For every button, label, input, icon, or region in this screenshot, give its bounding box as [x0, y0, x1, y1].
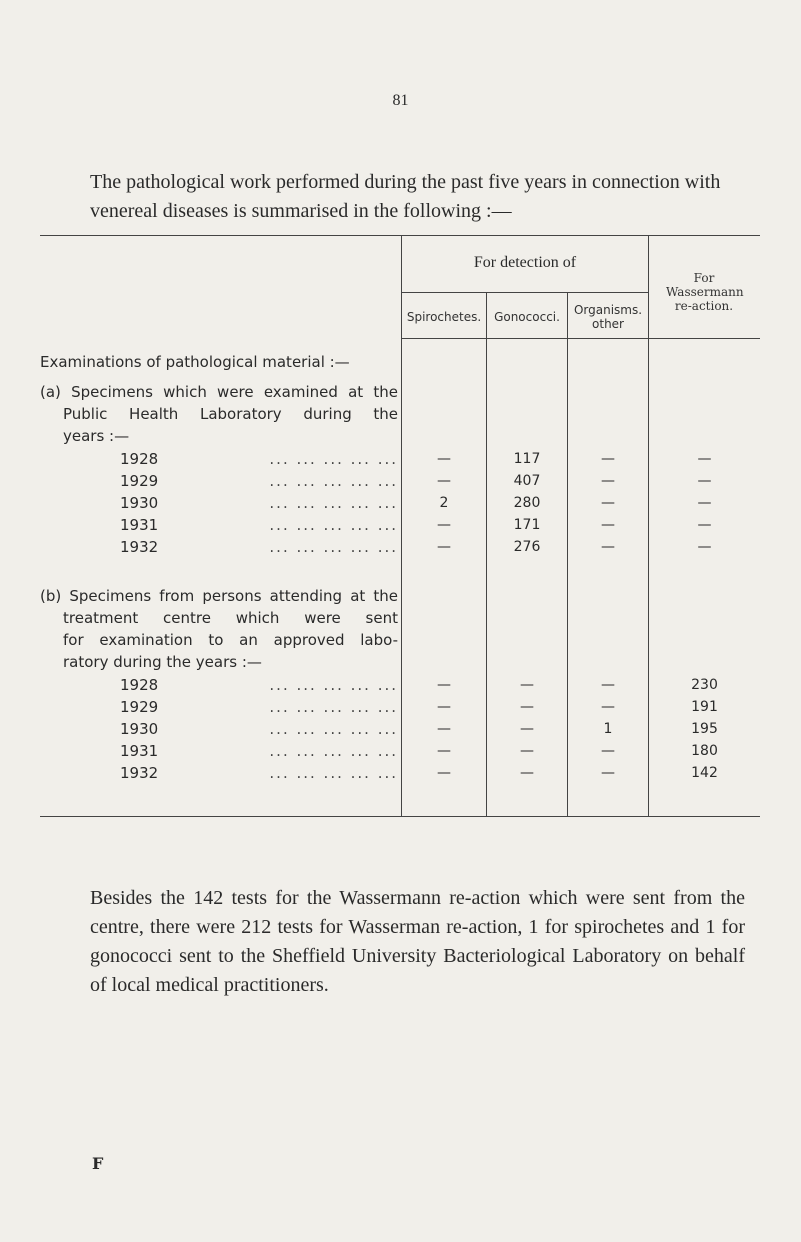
cell-spirochetes: — [437, 699, 451, 715]
leader-dots: ... ... ... ... ... [269, 720, 398, 738]
table-row [120, 720, 398, 740]
leader-dots: ... ... ... ... ... [269, 538, 398, 556]
leader-dots: ... ... ... ... ... [269, 698, 398, 716]
footer-signature-letter: F [92, 1154, 104, 1173]
group-header: For detection of [473, 254, 577, 271]
cell-gonococci: — [520, 765, 534, 781]
cell-organisms: — [601, 495, 615, 511]
row-year: 1931 [120, 742, 159, 760]
intro-line-1: The pathological work performed during the past five years in connection with [90, 171, 721, 193]
cell-spirochetes: — [437, 677, 451, 693]
cell-organisms: — [601, 743, 615, 759]
cell-wassermann: — [697, 539, 712, 555]
section-b-line-2: treatment centre which were sent [63, 609, 398, 627]
leader-dots: ... ... ... ... ... [269, 516, 398, 534]
row-year: 1930 [120, 494, 159, 512]
col-header-spirochetes: Spirochetes. [406, 310, 482, 324]
closing-paragraph: Besides the 142 tests for the Wassermann re-action which were sent from the centre, there were 212 tests for Wasserman re-action, 1 for spirochetes and 1 for gonococci sent to the Sheffield University Bacteriological Laboratory on behalf of local medical practitioners. [90, 887, 745, 996]
row-year: 1929 [120, 698, 159, 716]
row-year: 1932 [120, 764, 159, 782]
cell-wassermann: — [697, 517, 712, 533]
cell-wassermann: — [697, 495, 712, 511]
cell-organisms: — [601, 473, 615, 489]
section-b-line-4: ratory during the years :— [63, 653, 262, 671]
table-bottom-rule [40, 816, 760, 817]
table-row [120, 676, 398, 696]
table-row [120, 472, 398, 492]
cell-gonococci: — [520, 699, 534, 715]
column-header-rule [402, 338, 760, 339]
cell-spirochetes: — [437, 451, 451, 467]
page-number: 81 [392, 92, 409, 109]
cell-organisms: — [601, 765, 615, 781]
section-a-line-1: (a) Specimens which were examined at the [40, 383, 398, 401]
leader-dots: ... ... ... ... ... [269, 676, 398, 694]
table-top-rule [40, 235, 760, 236]
cell-gonococci: 407 [513, 473, 541, 489]
cell-gonococci: 171 [513, 517, 541, 533]
section-a-line-3: years :— [63, 427, 130, 445]
table-row [120, 538, 398, 558]
cell-gonococci: 280 [513, 495, 541, 511]
leader-dots: ... ... ... ... ... [269, 764, 398, 782]
table-row [120, 516, 398, 536]
row-year: 1932 [120, 538, 159, 556]
leader-dots: ... ... ... ... ... [269, 472, 398, 490]
cell-spirochetes: — [437, 517, 451, 533]
section-b-line-3: for examination to an approved labo- [63, 631, 398, 649]
cell-organisms: — [601, 699, 615, 715]
cell-spirochetes: — [437, 473, 451, 489]
cell-gonococci: — [520, 677, 534, 693]
cell-spirochetes: — [437, 539, 451, 555]
intro-line-2: venereal diseases is summarised in the following :— [90, 200, 512, 222]
col-header-gonococci: Gonococci. [494, 310, 560, 324]
table-row [120, 494, 398, 514]
cell-gonococci: 117 [513, 451, 541, 467]
col-header-organisms-other: Organisms. other [573, 303, 643, 331]
cell-wassermann: — [697, 473, 712, 489]
row-year: 1928 [120, 450, 159, 468]
col-header-wassermann: For Wassermann re-action. [666, 271, 744, 313]
leader-dots: ... ... ... ... ... [269, 450, 398, 468]
section-title: Examinations of pathological material :— [40, 353, 350, 371]
cell-spirochetes: — [437, 743, 451, 759]
table-row [120, 742, 398, 762]
leader-dots: ... ... ... ... ... [269, 494, 398, 512]
cell-wassermann: 142 [691, 765, 718, 781]
cell-gonococci: — [520, 721, 534, 737]
cell-spirochetes: — [437, 765, 451, 781]
cell-organisms: — [601, 677, 615, 693]
group-header-rule [402, 292, 648, 293]
cell-wassermann: 230 [691, 677, 718, 693]
cell-wassermann: 191 [691, 699, 718, 715]
cell-spirochetes: 2 [439, 495, 449, 511]
cell-organisms: — [601, 451, 615, 467]
section-b-line-1: (b) Specimens from persons attending at the [40, 587, 398, 605]
cell-gonococci: — [520, 743, 534, 759]
cell-organisms: — [601, 517, 615, 533]
leader-dots: ... ... ... ... ... [269, 742, 398, 760]
row-year: 1928 [120, 676, 159, 694]
row-year: 1929 [120, 472, 159, 490]
cell-gonococci: 276 [513, 539, 541, 555]
cell-wassermann: 195 [691, 721, 718, 737]
cell-organisms: — [601, 539, 615, 555]
table-row [120, 450, 398, 470]
table-row [120, 764, 398, 784]
cell-wassermann: 180 [691, 743, 718, 759]
cell-wassermann: — [697, 451, 712, 467]
cell-spirochetes: — [437, 721, 451, 737]
row-year: 1930 [120, 720, 159, 738]
row-year: 1931 [120, 516, 159, 534]
table-row [120, 698, 398, 718]
cell-organisms: 1 [603, 721, 613, 737]
section-a-line-2: Public Health Laboratory during the [63, 405, 398, 423]
